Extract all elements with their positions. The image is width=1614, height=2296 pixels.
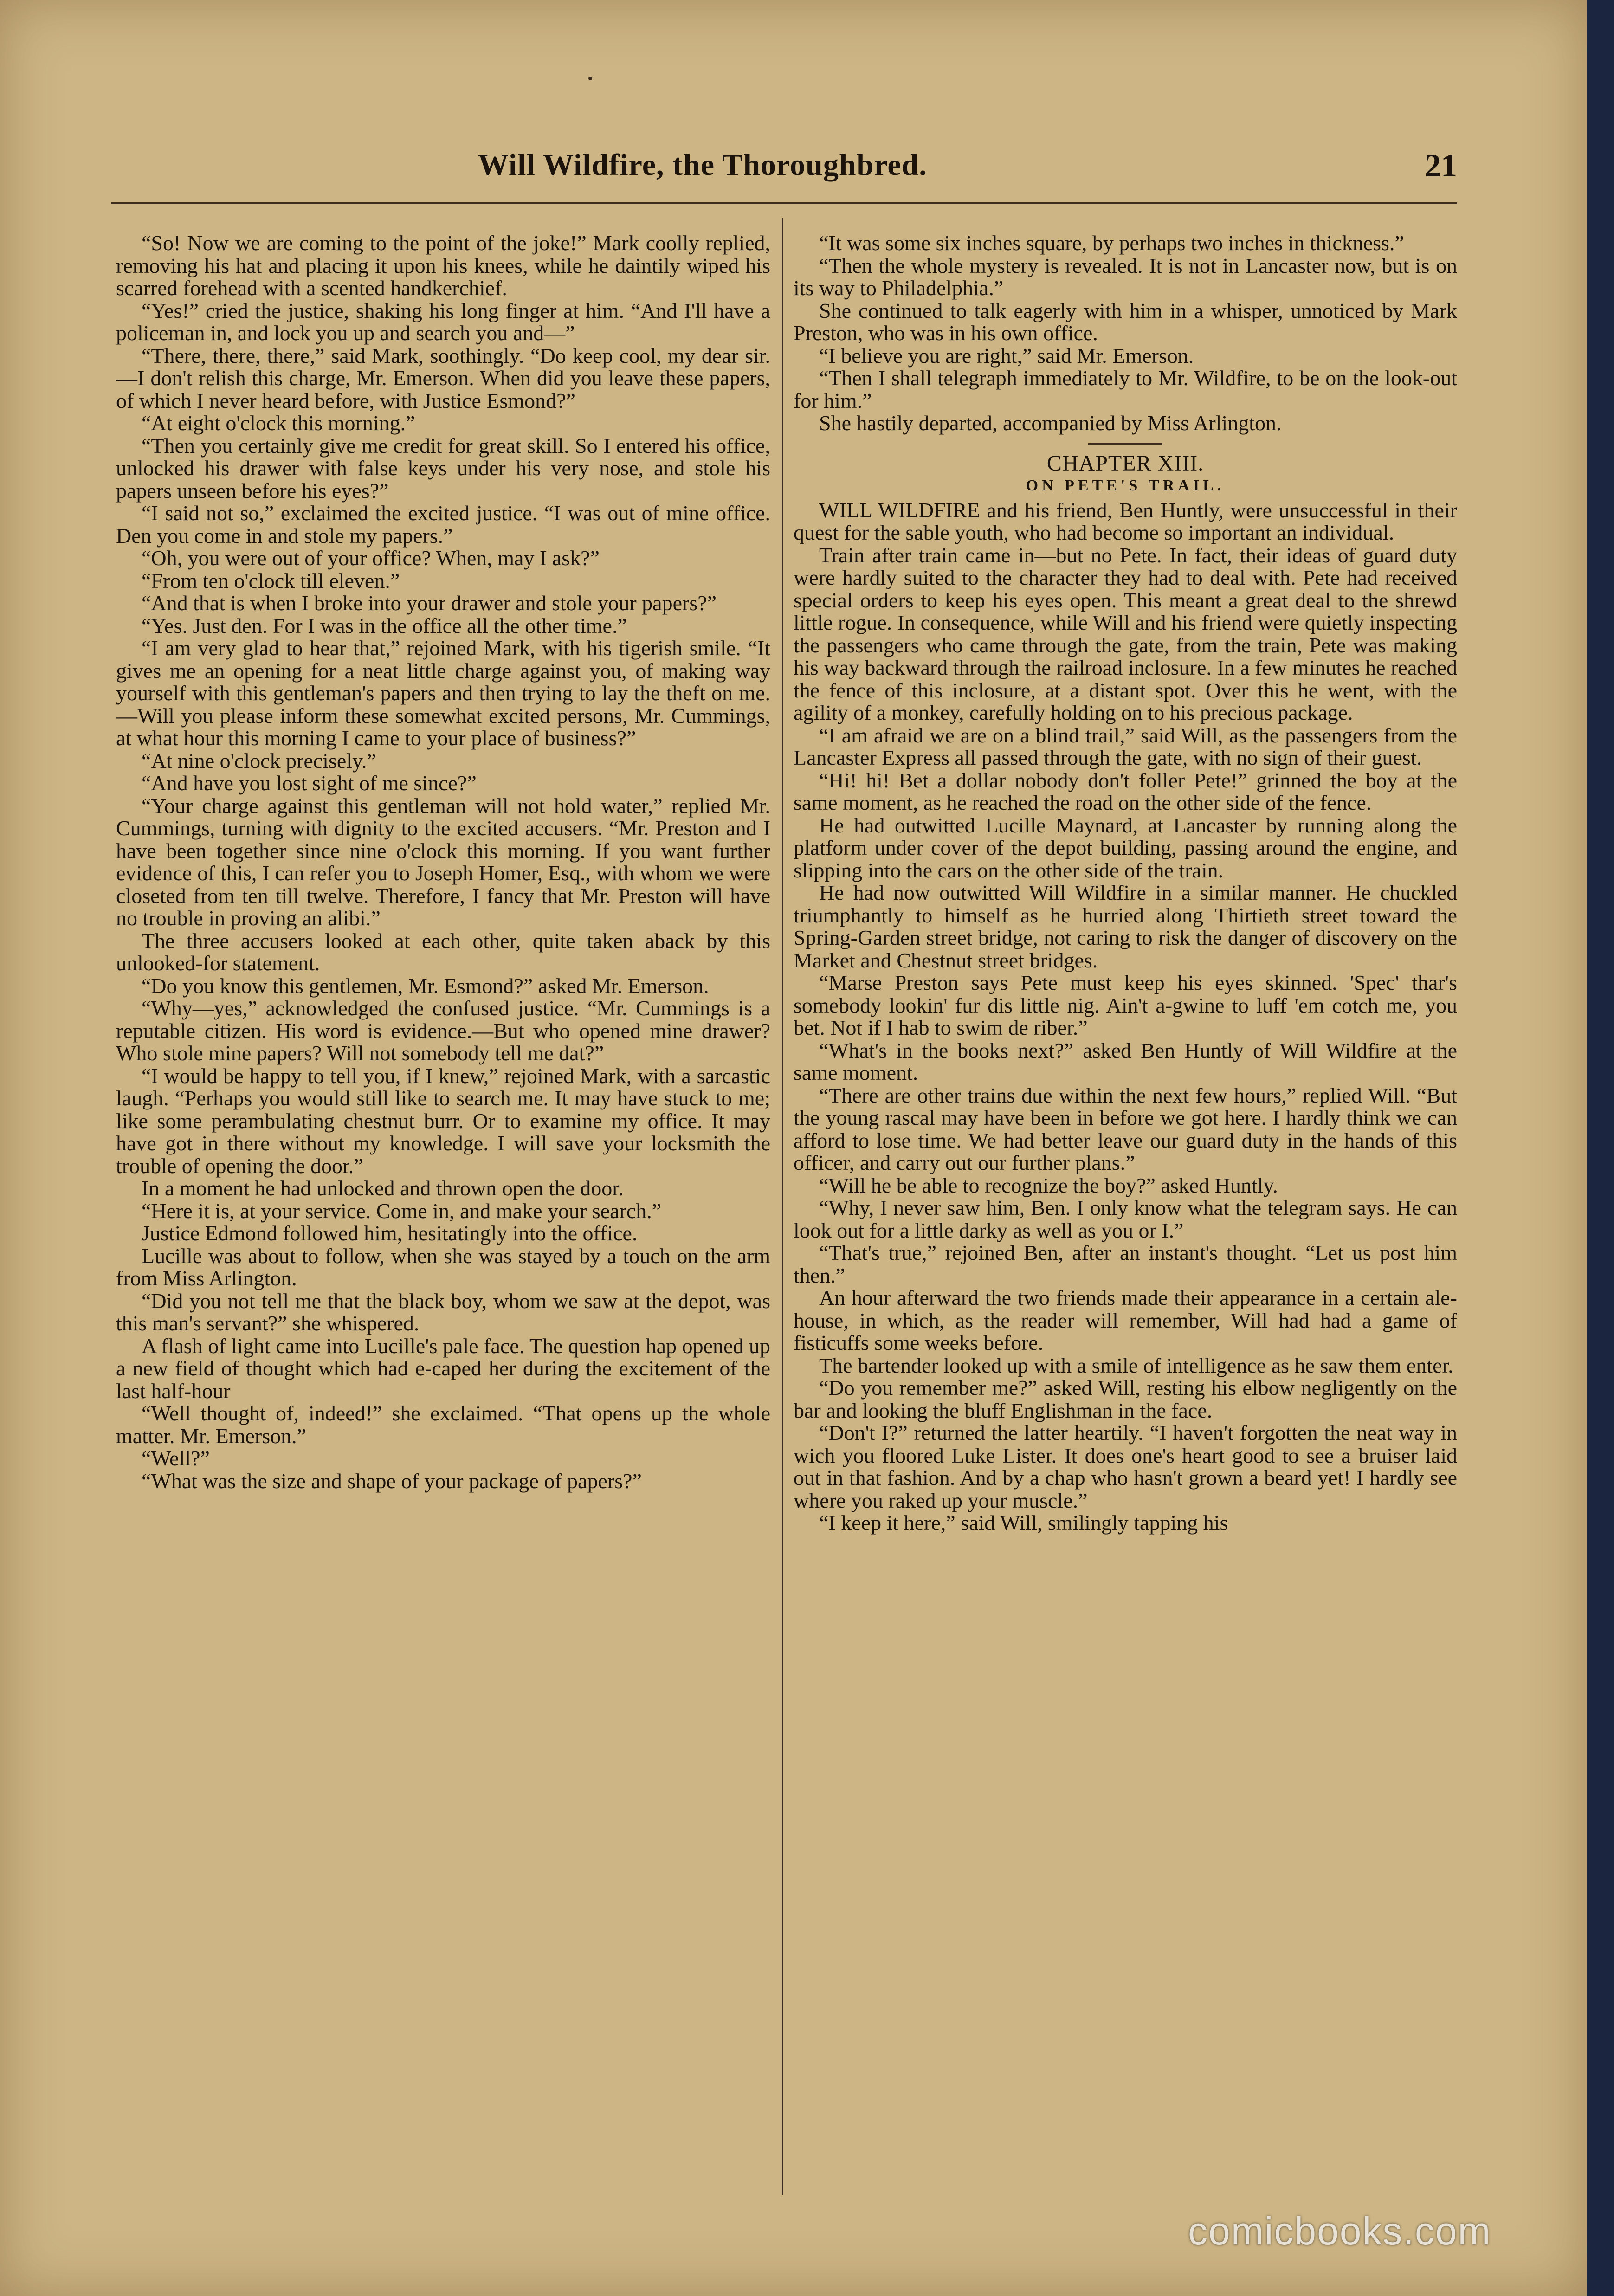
paragraph: “Then the whole mystery is revealed. It is not in Lancaster now, but is on its way to Philadelphia.” [794, 253, 1457, 300]
paragraph: “I said not so,” exclaimed the excited justice. “I was out of mine office. Den you come in and stole my papers.” [116, 501, 770, 548]
paragraph: “Do you know this gentlemen, Mr. Esmond?” asked Mr. Emerson. [142, 974, 709, 998]
paragraph: A flash of light came into Lucille's pale face. The question hap opened up a new field of thought which had e-caped her during the excitement of the last half-hour [116, 1334, 770, 1403]
section-divider [1088, 443, 1162, 445]
printer-mark [588, 77, 592, 80]
paragraph: He had outwitted Lucille Maynard, at Lancaster by running along the platform under cover of the depot building, passing around the engine, and slipping into the cars on the other side of the train. [794, 813, 1457, 882]
paragraph: “It was some six inches square, by perhaps two inches in thickness.” [819, 231, 1404, 255]
left-column [116, 232, 770, 1492]
chapter-title: CHAPTER XIII. [1046, 451, 1204, 476]
paragraph: “Your charge against this gentleman will not hold water,” replied Mr. Cummings, turning with dignity to the excited accusers. “Mr. Preston and I have been together since nine o'clock this morning. If you want further evidence of this, I can refer you to Joseph Homer, Esq., with whom we were closeted from ten till twelve. Therefore, I fancy that Mr. Preston will have no trouble in proving an alibi.” [116, 793, 770, 930]
paragraph: Justice Edmond followed him, hesitatingly into the office. [142, 1221, 638, 1245]
running-title: Will Wildfire, the Thoroughbred. [478, 148, 927, 182]
paragraph: “Don't I?” returned the latter heartily. “I haven't forgotten the neat way in wich you floored Luke Lister. It does one's heart good to see a bruiser laid out in that fashion. And by a chap who hasn't grown a beard yet! I hardly see where you raked up your muscle.” [794, 1421, 1457, 1512]
paragraph: “Then I shall telegraph immediately to Mr. Wildfire, to be on the look-out for him.” [794, 366, 1457, 413]
header-rule [111, 202, 1457, 204]
paragraph: “Yes. Just den. For I was in the office all the other time.” [142, 613, 627, 638]
paragraph: She hastily departed, accompanied by Miss Arlington. [819, 411, 1282, 435]
right-column-chapter-text [794, 499, 1457, 1535]
paragraph: “There, there, there,” said Mark, soothingly. “Do keep cool, my dear sir.—I don't relish this charge, Mr. Emerson. When did you leave these papers, of which I never heard before, with Justice Esmond?” [116, 343, 770, 413]
paragraph: “Oh, you were out of your office? When, may I ask?” [142, 546, 600, 570]
paragraph: The three accusers looked at each other, quite taken aback by this unlooked-for statement. [116, 929, 770, 975]
right-column-top-text [794, 232, 1457, 435]
paragraph: “Well?” [142, 1446, 210, 1470]
paragraph: She continued to talk eagerly with him in a whisper, unnoticed by Mark Preston, who was in his own office. [794, 298, 1457, 345]
paragraph: “Did you not tell me that the black boy, whom we saw at the depot, was this man's servant?” she whispered. [116, 1289, 770, 1335]
paragraph: “Then you certainly give me credit for great skill. So I entered his office, unlocked his drawer with false keys under his very nose, and stole his papers unseen before his eyes?” [116, 433, 770, 503]
paragraph: “Here it is, at your service. Come in, and make your search.” [142, 1199, 662, 1223]
paragraph: Train after train came in—but no Pete. In fact, their ideas of guard duty were hardly suited to the character they had to deal with. Pete had received special orders to keep his eyes open. This meant a great deal to the shrewd little rogue. In consequence, while Will and his friend were quietly inspecting the passengers who came through the gate, from the train, Pete was making his way backward through the railroad inclosure. In a few minutes he reached the fence of this inclosure, at a distant spot. Over this he went, with the agility of a monkey, carefully holding on to his precious package. [794, 543, 1457, 724]
paragraph: “Will he be able to recognize the boy?” asked Huntly. [819, 1173, 1278, 1197]
paragraph: “At eight o'clock this morning.” [142, 411, 415, 435]
paragraph: In a moment he had unlocked and thrown open the door. [142, 1176, 624, 1200]
paragraph: “And that is when I broke into your drawer and stole your papers?” [142, 591, 717, 615]
paragraph: “Do you remember me?” asked Will, resting his elbow negligently on the bar and looking the bluff Englishman in the face. [794, 1376, 1457, 1422]
paragraph: “That's true,” rejoined Ben, after an instant's thought. “Let us post him then.” [794, 1241, 1457, 1287]
column-divider [782, 218, 783, 2195]
paragraph: He had now outwitted Will Wildfire in a similar manner. He chuckled triumphantly to himself as he hurried along Thirtieth street toward the Spring-Garden street bridge, not caring to risk the danger of discovery on the Market and Chestnut street bridges. [794, 881, 1457, 972]
running-header [464, 148, 1457, 199]
paragraph: “There are other trains due within the next few hours,” replied Will. “But the young rascal may have been in before we got here. I hardly think we can afford to lose time. We had better leave our guard duty in the hands of this officer, and carry out our further plans.” [794, 1083, 1457, 1174]
paragraph: “I am afraid we are on a blind trail,” said Will, as the passengers from the Lancaster Express all passed through the gate, with no sign of their guest. [794, 723, 1457, 769]
paragraph: WILL WILDFIRE and his friend, Ben Huntly, were unsuccessful in their quest for the sable youth, who had become so important an individual. [794, 498, 1457, 544]
chapter-subtitle: ON PETE'S TRAIL. [1026, 477, 1225, 494]
paragraph: “Hi! hi! Bet a dollar nobody don't foller Pete!” grinned the boy at the same moment, as he reached the road on the other side of the fence. [794, 768, 1457, 814]
paragraph: “Well thought of, indeed!” she exclaimed. “That opens up the whole matter. Mr. Emerson.” [116, 1401, 770, 1448]
paragraph: The bartender looked up with a smile of intelligence as he saw them enter. [819, 1353, 1453, 1377]
paragraph: “What was the size and shape of your package of papers?” [142, 1469, 642, 1493]
paragraph: “I would be happy to tell you, if I knew,” rejoined Mark, with a sarcastic laugh. “Perhaps you would still like to search me. It may have stuck to me; like some perambulating chestnut burr. Or to examine my office. It may have got in there without my knowledge. I will save your locksmith the trouble of opening the door.” [116, 1064, 770, 1178]
paragraph: Lucille was about to follow, when she was stayed by a touch on the arm from Miss Arlington. [116, 1244, 770, 1290]
paragraph: “I believe you are right,” said Mr. Emerson. [819, 343, 1194, 368]
paragraph: “So! Now we are coming to the point of the joke!” Mark coolly replied, removing his hat and placing it upon his knees, while he daintily wiped his scarred forehead with a scented handkerchief. [116, 231, 770, 300]
paragraph: “I keep it here,” said Will, smilingly tapping his [819, 1511, 1228, 1535]
paragraph: “Why, I never saw him, Ben. I only know what the telegram says. He can look out for a little darky as well as you or I.” [794, 1196, 1457, 1242]
watermark-text: comicbooks.com [1188, 2209, 1491, 2253]
right-column [794, 232, 1457, 1535]
paragraph: An hour afterward the two friends made their appearance in a certain ale-house, in which, as the reader will remember, Will had had a game of fisticuffs some weeks before. [794, 1286, 1457, 1354]
paragraph: “And have you lost sight of me since?” [142, 771, 477, 795]
paragraph: “Why—yes,” acknowledged the confused justice. “Mr. Cummings is a reputable citizen. His word is evidence.—But who opened mine drawer? Who stole mine papers? Will not somebody tell me dat?” [116, 996, 770, 1065]
paragraph: “I am very glad to hear that,” rejoined Mark, with his tigerish smile. “It gives me an opening for a neat little charge against you, of making way yourself with this gentleman's papers and then trying to lay the theft on me.—Will you please inform these somewhat excited persons, Mr. Cummings, at what hour this morning I came to your place of business?” [116, 636, 770, 750]
paragraph: “What's in the books next?” asked Ben Huntly of Will Wildfire at the same moment. [794, 1038, 1457, 1084]
paragraph: “At nine o'clock precisely.” [142, 748, 376, 773]
paragraph: “Yes!” cried the justice, shaking his long finger at him. “And I'll have a policeman in, and lock you up and search you and—” [116, 298, 770, 345]
paragraph: “From ten o'clock till eleven.” [142, 568, 400, 593]
book-binding-edge [1587, 0, 1614, 2296]
page-number: 21 [1425, 148, 1457, 184]
paragraph: “Marse Preston says Pete must keep his eyes skinned. 'Spec' thar's somebody lookin' fur dis little nig. Ain't a-gwine to luff 'em cotch me, you bet. Not if I hab to swim de riber.” [794, 971, 1457, 1039]
